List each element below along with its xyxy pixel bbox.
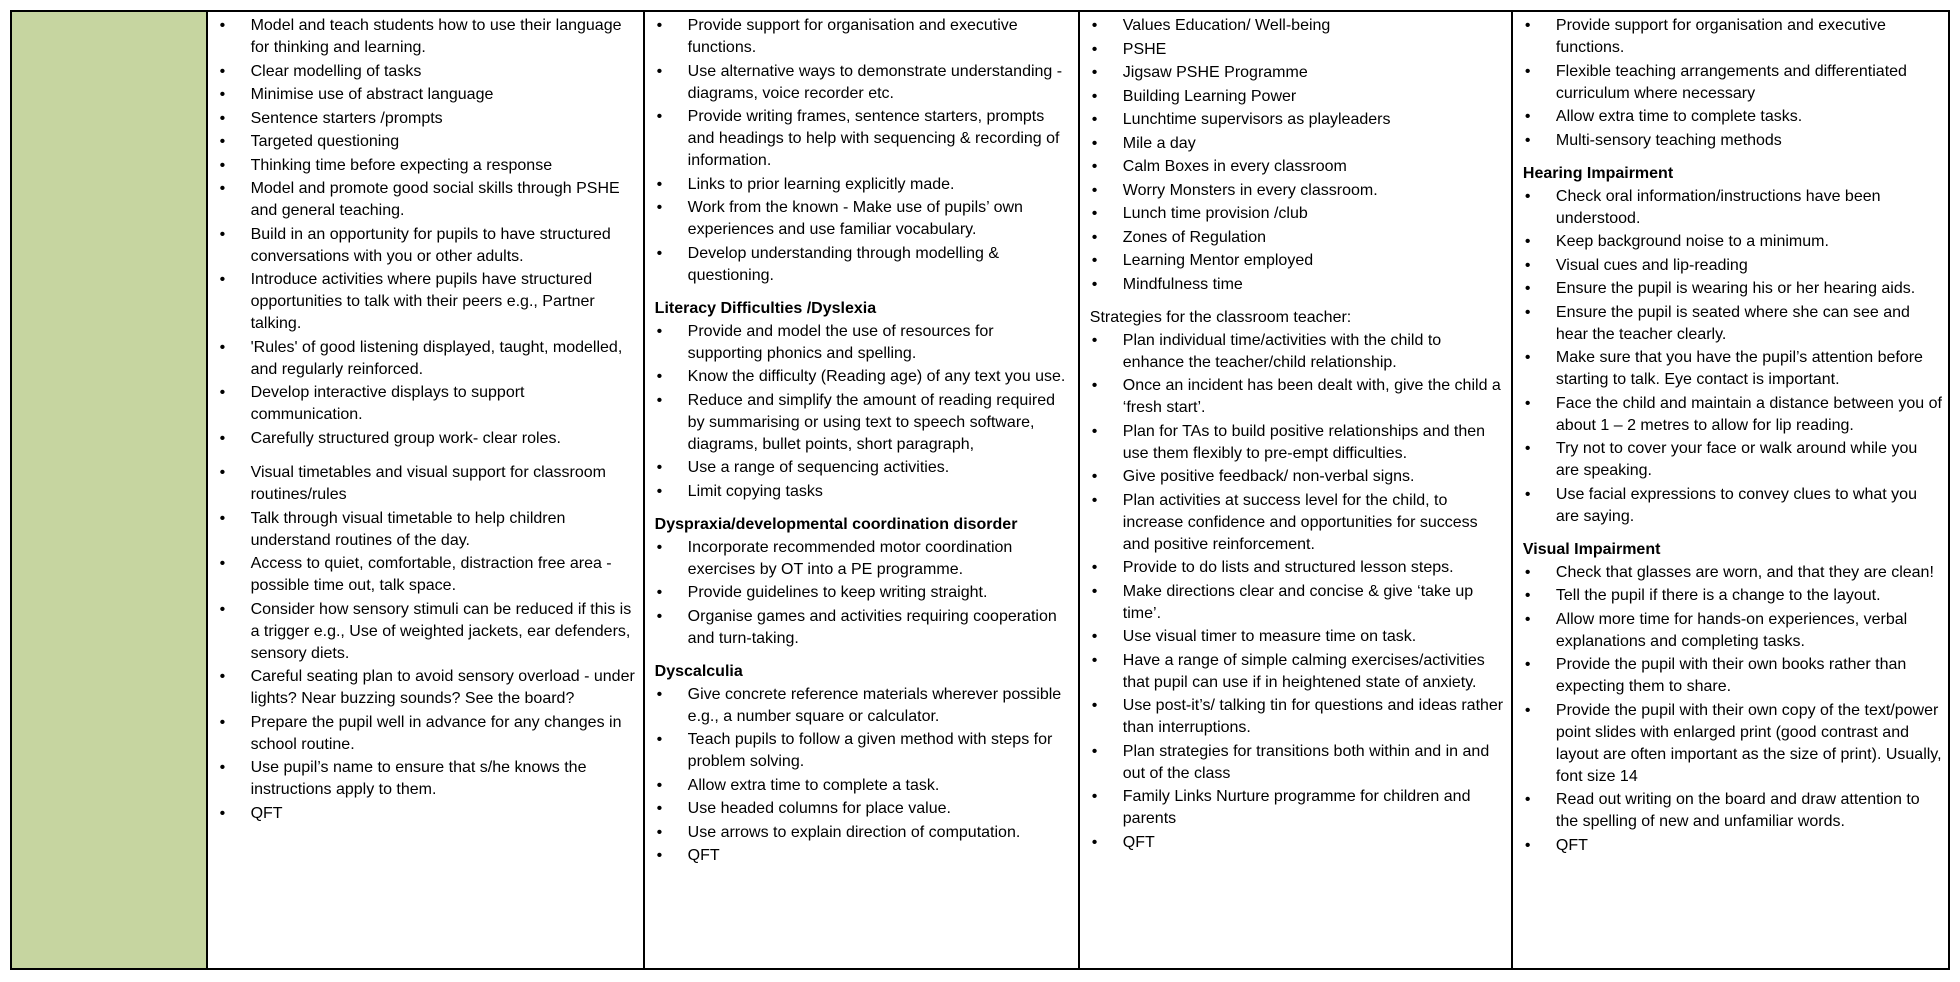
list-item: • Incorporate recommended motor coordination exercises by OT into a PE programme.	[655, 537, 1072, 581]
list-item: • Provide writing frames, sentence starters, prompts and headings to help with sequencing & recording of information.	[655, 106, 1072, 172]
section-spacer	[218, 451, 637, 462]
list-item: • Give positive feedback/ non-verbal signs.	[1090, 466, 1505, 488]
list-item: • Use pupil’s name to ensure that s/he knows the instructions apply to them.	[218, 757, 637, 801]
list-item: • Clear modelling of tasks	[218, 61, 637, 83]
list-item: • Lunch time provision /club	[1090, 203, 1505, 225]
list-item: • 'Rules' of good listening displayed, taught, modelled, and regularly reinforced.	[218, 337, 637, 381]
list-item: • Visual cues and lip-reading	[1523, 255, 1942, 277]
sensory-physical-column	[1511, 12, 1948, 968]
bullet-list	[655, 684, 1072, 868]
section-heading: Visual Impairment	[1522, 540, 1661, 558]
list-item: • Model and teach students how to use their language for thinking and learning.	[218, 15, 637, 59]
bullet-list	[655, 15, 1072, 287]
list-item: • Build in an opportunity for pupils to have structured conversations with you or other adults.	[218, 224, 637, 268]
list-item: • Plan for TAs to build positive relationships and then use them flexibly to pre-empt difficulties.	[1090, 421, 1505, 465]
list-item: • Tell the pupil if there is a change to the layout.	[1523, 585, 1942, 607]
list-item: • Model and promote good social skills through PSHE and general teaching.	[218, 178, 637, 222]
list-item: • Provide support for organisation and executive functions.	[1523, 15, 1942, 59]
list-item: • Careful seating plan to avoid sensory overload - under lights? Near buzzing sounds? See the board?	[218, 666, 637, 710]
list-item: • Limit copying tasks	[655, 481, 1072, 503]
list-item: • Provide the pupil with their own books rather than expecting them to share.	[1523, 654, 1942, 698]
list-item: • Allow extra time to complete tasks.	[1523, 106, 1942, 128]
list-item: • Check that glasses are worn, and that they are clean!	[1523, 562, 1942, 584]
list-item: • Learning Mentor employed	[1090, 250, 1505, 272]
list-item: • Once an incident has been dealt with, give the child a ‘fresh start’.	[1090, 375, 1505, 419]
list-item: • Try not to cover your face or walk around while you are speaking.	[1523, 438, 1942, 482]
list-item: • Plan individual time/activities with the child to enhance the teacher/child relationship.	[1090, 330, 1505, 374]
list-item: • Ensure the pupil is wearing his or her hearing aids.	[1523, 278, 1942, 300]
list-item: • Calm Boxes in every classroom	[1090, 156, 1505, 178]
section-heading: Dyscalculia	[654, 662, 743, 680]
list-item: • Develop understanding through modelling & questioning.	[655, 243, 1072, 287]
bullet-list	[655, 537, 1072, 650]
bullet-list	[1523, 15, 1942, 152]
list-item: • Provide support for organisation and executive functions.	[655, 15, 1072, 59]
list-item: • Ensure the pupil is seated where she can see and hear the teacher clearly.	[1523, 302, 1942, 346]
list-item: • Use visual timer to measure time on task.	[1090, 626, 1505, 648]
list-item: • Flexible teaching arrangements and differentiated curriculum where necessary	[1523, 61, 1942, 105]
list-item: • QFT	[218, 803, 637, 825]
list-item: • Provide and model the use of resources for supporting phonics and spelling.	[655, 321, 1072, 365]
communication-column	[206, 12, 643, 968]
semh-column	[1078, 12, 1511, 968]
list-item: • Plan strategies for transitions both within and in and out of the class	[1090, 741, 1505, 785]
list-item: • PSHE	[1090, 39, 1505, 61]
bullet-list	[655, 321, 1072, 503]
list-item: • Multi-sensory teaching methods	[1523, 130, 1942, 152]
section-heading: Dyspraxia/developmental coordination disorder	[654, 515, 1018, 533]
list-item: • Make directions clear and concise & give ‘take up time’.	[1090, 581, 1505, 625]
list-item: • Make sure that you have the pupil’s attention before starting to talk. Eye contact is important.	[1523, 347, 1942, 391]
list-item: • Introduce activities where pupils have structured opportunities to talk with their peers e.g., Partner talking.	[218, 269, 637, 335]
bullet-list	[218, 462, 637, 825]
list-item: • Develop interactive displays to support communication.	[218, 382, 637, 426]
list-item: • Lunchtime supervisors as playleaders	[1090, 109, 1505, 131]
section-intro: Strategies for the classroom teacher:	[1089, 308, 1352, 326]
list-item: • Targeted questioning	[218, 131, 637, 153]
list-item: • Reduce and simplify the amount of reading required by summarising or using text to speech software, diagrams, bullet points, short paragraph,	[655, 390, 1072, 456]
list-item: • Use arrows to explain direction of computation.	[655, 822, 1072, 844]
list-item: • Zones of Regulation	[1090, 227, 1505, 249]
list-item: • Have a range of simple calming exercises/activities that pupil can use if in heightened state of anxiety.	[1090, 650, 1505, 694]
list-item: • QFT	[1090, 832, 1505, 854]
list-item: • Values Education/ Well-being	[1090, 15, 1505, 37]
list-item: • QFT	[655, 845, 1072, 867]
list-item: • Check oral information/instructions have been understood.	[1523, 186, 1942, 230]
section-heading: Hearing Impairment	[1522, 164, 1674, 182]
label-column	[12, 12, 206, 968]
list-item: • Organise games and activities requiring cooperation and turn-taking.	[655, 606, 1072, 650]
bullet-list	[1523, 562, 1942, 857]
list-item: • Teach pupils to follow a given method with steps for problem solving.	[655, 729, 1072, 773]
bullet-list	[1090, 330, 1505, 854]
list-item: • Visual timetables and visual support for classroom routines/rules	[218, 462, 637, 506]
list-item: • Minimise use of abstract language	[218, 84, 637, 106]
list-item: • Access to quiet, comfortable, distraction free area - possible time out, talk space.	[218, 553, 637, 597]
bullet-list	[1523, 186, 1942, 528]
list-item: • Know the difficulty (Reading age) of any text you use.	[655, 366, 1072, 388]
list-item: • Read out writing on the board and draw attention to the spelling of new and unfamiliar words.	[1523, 789, 1942, 833]
list-item: • Use a range of sequencing activities.	[655, 457, 1072, 479]
section-heading: Literacy Difficulties /Dyslexia	[654, 299, 877, 317]
list-item: • Allow extra time to complete a task.	[655, 775, 1072, 797]
list-item: • Mile a day	[1090, 133, 1505, 155]
list-item: • Provide guidelines to keep writing straight.	[655, 582, 1072, 604]
list-item: • Prepare the pupil well in advance for any changes in school routine.	[218, 712, 637, 756]
list-item: • Plan activities at success level for the child, to increase confidence and opportunities for success and positive reinforcement.	[1090, 490, 1505, 556]
list-item: • Allow more time for hands-on experiences, verbal explanations and completing tasks.	[1523, 609, 1942, 653]
bullet-list	[1090, 15, 1505, 296]
list-item: • Consider how sensory stimuli can be reduced if this is a trigger e.g., Use of weighted jackets, ear defenders, sensory diets.	[218, 599, 637, 665]
bullet-list	[218, 15, 637, 450]
provision-table	[10, 10, 1950, 970]
list-item: • Mindfulness time	[1090, 274, 1505, 296]
list-item: • Carefully structured group work- clear roles.	[218, 428, 637, 450]
list-item: • Use facial expressions to convey clues to what you are saying.	[1523, 484, 1942, 528]
list-item: • Use post-it’s/ talking tin for questions and ideas rather than interruptions.	[1090, 695, 1505, 739]
list-item: • Building Learning Power	[1090, 86, 1505, 108]
list-item: • Give concrete reference materials wherever possible e.g., a number square or calculator.	[655, 684, 1072, 728]
list-item: • Use headed columns for place value.	[655, 798, 1072, 820]
list-item: • Family Links Nurture programme for children and parents	[1090, 786, 1505, 830]
list-item: • Keep background noise to a minimum.	[1523, 231, 1942, 253]
list-item: • Provide the pupil with their own copy of the text/power point slides with enlarged print (good contrast and layout are often important as the size of print). Usually, font size 14	[1523, 700, 1942, 788]
list-item: • Jigsaw PSHE Programme	[1090, 62, 1505, 84]
list-item: • Face the child and maintain a distance between you of about 1 – 2 metres to allow for lip reading.	[1523, 393, 1942, 437]
cognition-learning-column	[643, 12, 1078, 968]
list-item: • Sentence starters /prompts	[218, 108, 637, 130]
list-item: • Talk through visual timetable to help children understand routines of the day.	[218, 508, 637, 552]
list-item: • QFT	[1523, 835, 1942, 857]
list-item: • Provide to do lists and structured lesson steps.	[1090, 557, 1505, 579]
list-item: • Work from the known - Make use of pupils’ own experiences and use familiar vocabulary.	[655, 197, 1072, 241]
list-item: • Worry Monsters in every classroom.	[1090, 180, 1505, 202]
list-item: • Thinking time before expecting a response	[218, 155, 637, 177]
list-item: • Use alternative ways to demonstrate understanding - diagrams, voice recorder etc.	[655, 61, 1072, 105]
list-item: • Links to prior learning explicitly made.	[655, 174, 1072, 196]
